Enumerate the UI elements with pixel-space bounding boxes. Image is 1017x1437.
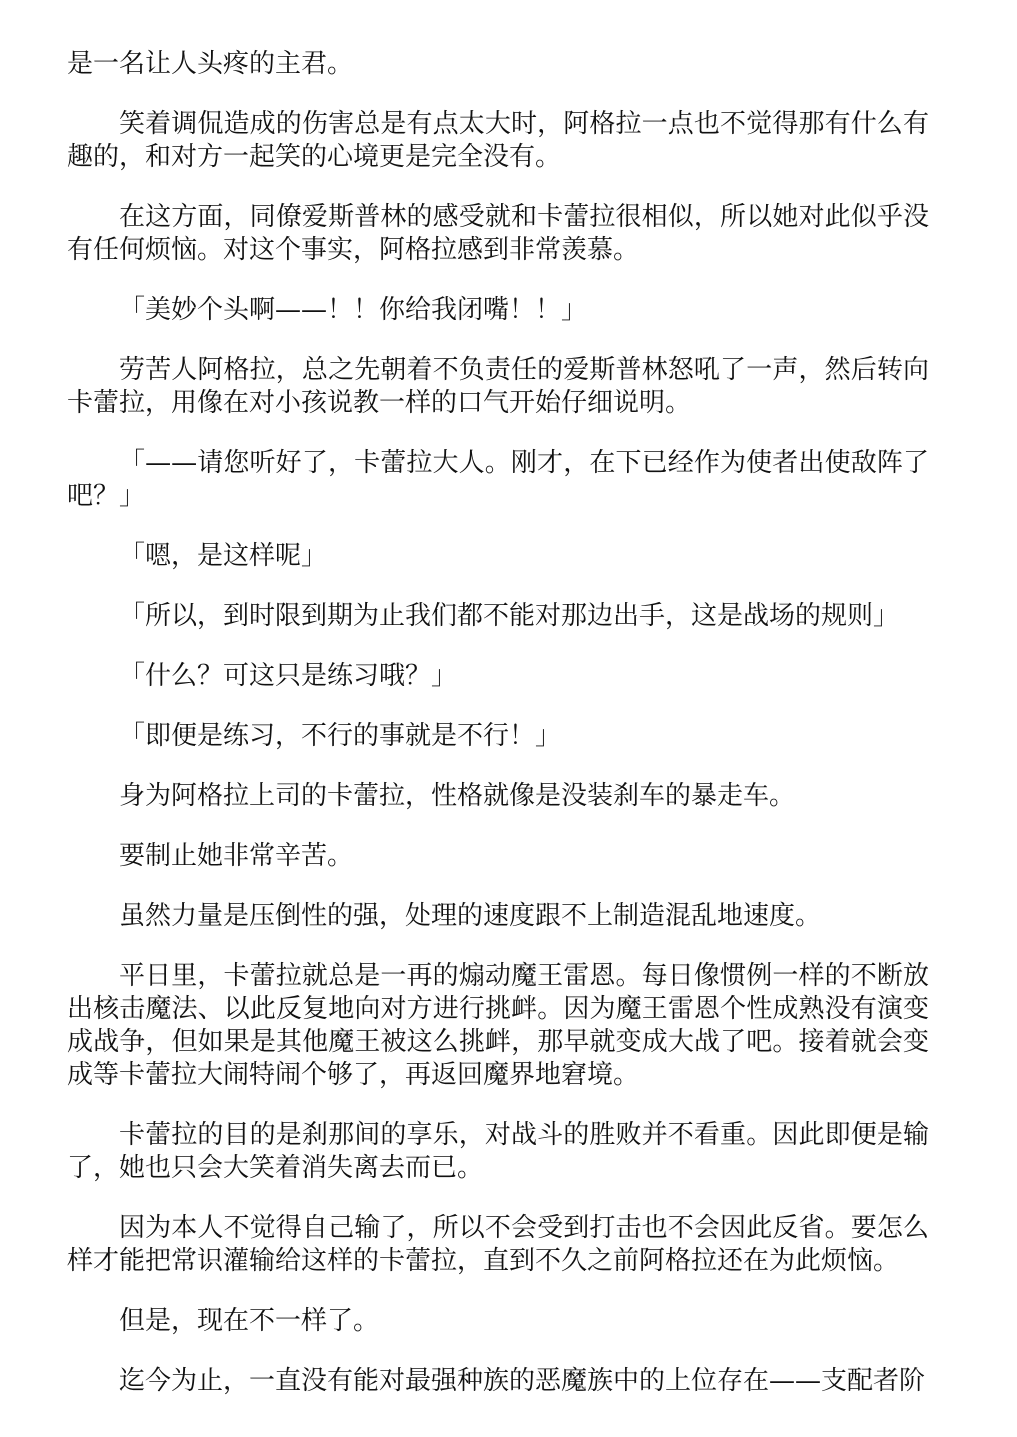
paragraph: 身为阿格拉上司的卡蕾拉，性格就像是没装刹车的暴走车。 (119, 781, 796, 811)
paragraph: 因为本人不觉得自己输了，所以不会受到打击也不会因此反省。要怎么样才能把常识灌输给这样的卡蕾拉，直到不久之前阿格拉还在为此烦恼。 (67, 1213, 929, 1276)
paragraph: 迄今为止，一直没有能对最强种族的恶魔族中的上位存在——支配者阶 (119, 1366, 926, 1396)
paragraph: 「美妙个头啊——！！你给我闭嘴！！」 (119, 295, 588, 325)
paragraph: 平日里，卡蕾拉就总是一再的煽动魔王雷恩。每日像惯例一样的不断放出核击魔法、以此反复地向对方进行挑衅。因为魔王雷恩个性成熟没有演变成战争，但如果是其他魔王被这么挑衅，那早就变成大战了吧。接着就会变成等卡蕾拉大闹特闹个够了，再返回魔界地窘境。 (67, 961, 929, 1090)
paragraph: 虽然力量是压倒性的强，处理的速度跟不上制造混乱地速度。 (119, 901, 822, 931)
paragraph: 在这方面，同僚爱斯普林的感受就和卡蕾拉很相似，所以她对此似乎没有任何烦恼。对这个事实，阿格拉感到非常羡慕。 (67, 202, 929, 265)
paragraph: 「什么？可这只是练习哦？」 (119, 661, 458, 691)
paragraph: 「即便是练习，不行的事就是不行！」 (119, 721, 562, 751)
paragraph: 「所以，到时限到期为止我们都不能对那边出手，这是战场的规则」 (119, 601, 900, 631)
paragraph: 但是，现在不一样了。 (119, 1306, 380, 1336)
paragraph: 要制止她非常辛苦。 (119, 841, 354, 871)
body-text (67, 48, 929, 1425)
paragraph: 笑着调侃造成的伤害总是有点太大时，阿格拉一点也不觉得那有什么有趣的，和对方一起笑的心境更是完全没有。 (67, 109, 929, 172)
paragraph: 劳苦人阿格拉，总之先朝着不负责任的爱斯普林怒吼了一声，然后转向卡蕾拉，用像在对小孩说教一样的口气开始仔细说明。 (67, 355, 929, 418)
paragraph: 卡蕾拉的目的是刹那间的享乐，对战斗的胜败并不看重。因此即便是输了，她也只会大笑着消失离去而已。 (67, 1120, 929, 1183)
paragraph: 是一名让人头疼的主君。 (67, 49, 354, 79)
paragraph: 「——请您听好了，卡蕾拉大人。刚才，在下已经作为使者出使敌阵了吧？」 (67, 448, 929, 511)
paragraph: 「嗯，是这样呢」 (119, 541, 328, 571)
